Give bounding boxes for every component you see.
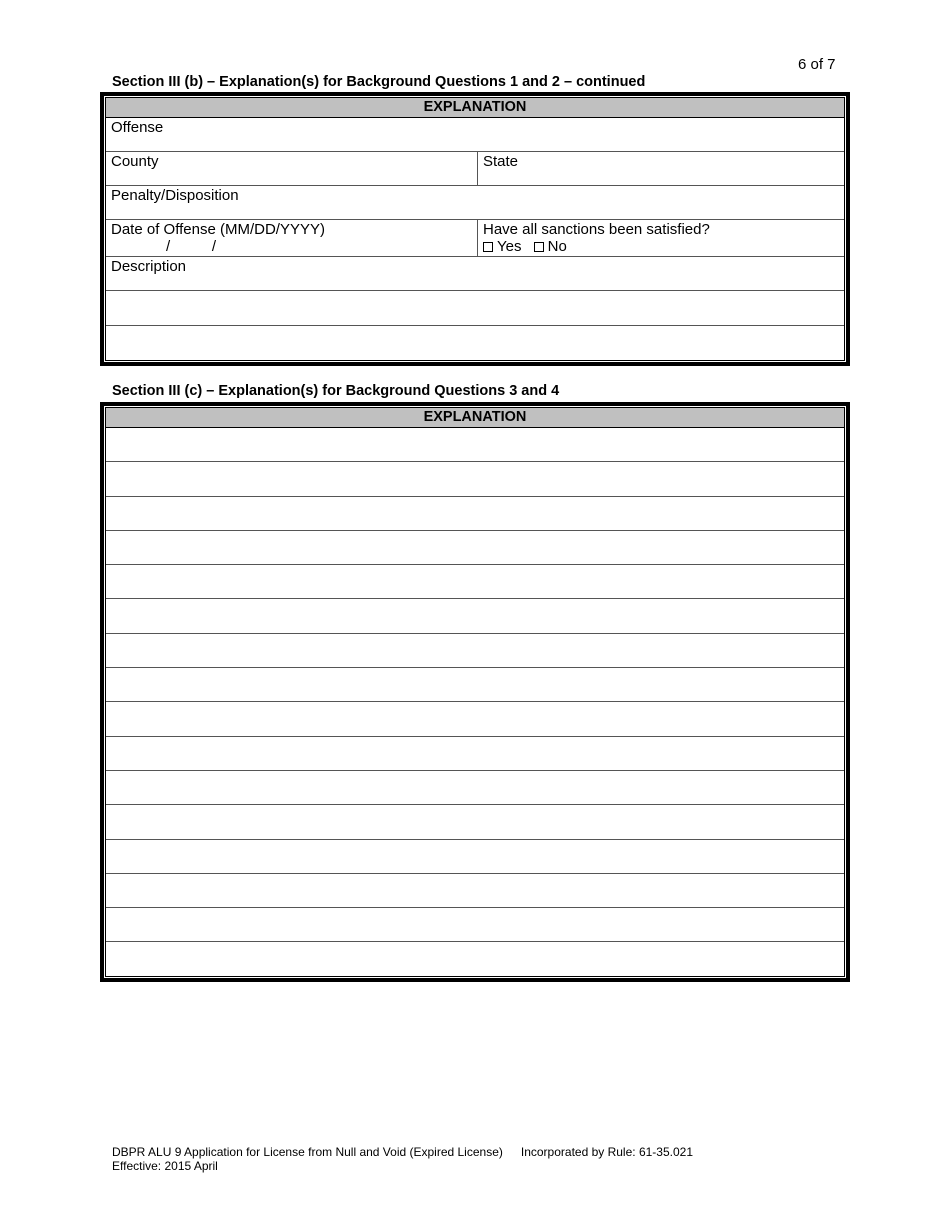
explanation-line[interactable] [106, 428, 844, 462]
state-field[interactable] [478, 152, 844, 185]
explanation-line[interactable] [106, 702, 844, 736]
explanation-line[interactable] [106, 908, 844, 942]
no-label: No [547, 238, 567, 255]
description-field[interactable] [106, 257, 844, 290]
explanation-line[interactable] [106, 805, 844, 839]
section-c-table [100, 402, 850, 982]
explanation-line[interactable] [106, 531, 844, 565]
no-checkbox[interactable] [534, 238, 567, 255]
explanation-line[interactable] [106, 668, 844, 702]
footer [112, 1145, 693, 1173]
section-b-title: Section III (b) – Explanation(s) for Background Questions 1 and 2 – continued [112, 74, 646, 90]
sanctions-question: Have all sanctions been satisfied? [483, 221, 710, 238]
penalty-label: Penalty/Disposition [111, 187, 239, 204]
checkbox-icon [483, 242, 493, 252]
date-value: / / [166, 238, 217, 255]
date-label: Date of Offense (MM/DD/YYYY) [111, 221, 325, 238]
yes-label: Yes [497, 238, 522, 255]
explanation-line[interactable] [106, 565, 844, 599]
explanation-line[interactable] [106, 497, 844, 531]
county-label: County [111, 153, 159, 170]
section-b-table [100, 92, 850, 366]
explanation-line[interactable] [106, 462, 844, 496]
footer-effective: Effective: 2015 April [112, 1159, 218, 1173]
date-of-offense-field[interactable] [106, 220, 478, 256]
description-label: Description [111, 258, 187, 275]
section-b-header: EXPLANATION [106, 98, 844, 118]
offense-field[interactable] [106, 118, 844, 151]
state-label: State [483, 153, 519, 170]
explanation-line[interactable] [106, 737, 844, 771]
footer-form: DBPR ALU 9 Application for License from Null and Void (Expired License) [112, 1145, 503, 1159]
explanation-line[interactable] [106, 874, 844, 908]
explanation-line[interactable] [106, 942, 844, 976]
section-c-header: EXPLANATION [106, 408, 844, 428]
explanation-line[interactable] [106, 771, 844, 805]
description-line[interactable] [106, 291, 844, 325]
explanation-line[interactable] [106, 634, 844, 668]
section-c-title: Section III (c) – Explanation(s) for Background Questions 3 and 4 [112, 383, 560, 399]
county-field[interactable] [106, 152, 478, 185]
penalty-field[interactable] [106, 186, 844, 219]
description-line[interactable] [106, 326, 844, 361]
explanation-line[interactable] [106, 599, 844, 633]
explanation-line[interactable] [106, 840, 844, 874]
page-number: 6 of 7 [798, 56, 836, 73]
footer-rule: Incorporated by Rule: 61-35.021 [520, 1145, 693, 1159]
offense-label: Offense [111, 119, 164, 136]
yes-checkbox[interactable] [483, 238, 521, 255]
checkbox-icon [534, 242, 544, 252]
